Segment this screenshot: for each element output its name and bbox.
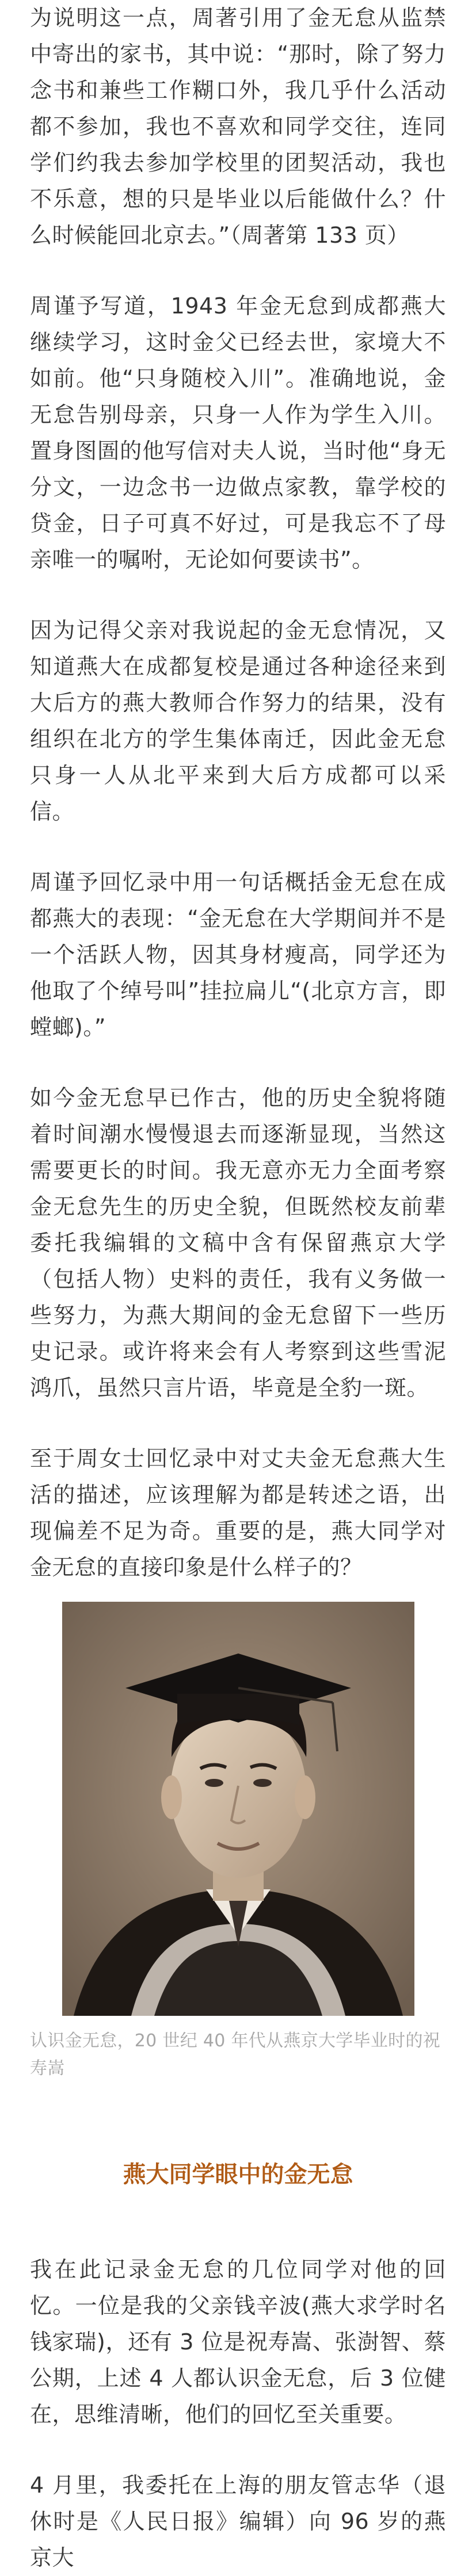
paragraph-1: 为说明这一点，周著引用了金无怠从监禁中寄出的家书，其中说：“那时，除了努力念书和兼些工作糊口外，我几乎什么活动都不参加，我也不喜欢和同学交往，连同学们约我去参加学校里的团契活动，我也不乐意，想的只是毕业以后能做什么？什么时候能回北京去。”（周著第 133 页） — [30, 5, 446, 248]
paragraph-2: 周谨予写道，1943 年金无怠到成都燕大继续学习，这时金父已经去世，家境大不如前。他“只身随校入川”。准确地说，金无怠告别母亲，只身一人作为学生入川。置身图圄的他写信对夫人说，当时他“身无分文，一边念书一边做点家教，靠学校的贷金，日子可真不好过，可是我忘不了母亲唯一的嘱咐，无论如何要读书”。 — [30, 293, 446, 572]
photo-caption: 认识金无怠，20 世纪 40 年代从燕京大学毕业时的祝寿嵩 — [30, 2031, 441, 2079]
paragraph-7: 我在此记录金无怠的几位同学对他的回忆。一位是我的父亲钱辛波(燕大求学时名钱家瑞)，还有 3 位是祝寿嵩、张澍智、蔡公期，上述 4 人都认识金无怠，后 3 位健在，思维清晰，他们的回忆至关重要。 — [30, 2257, 446, 2427]
paragraph-5: 如今金无怠早已作古，他的历史全貌将随着时间潮水慢慢退去而逐渐显现，当然这需要更长的时间。我无意亦无力全面考察金无怠先生的历史全貌，但既然校友前辈委托我编辑的文稿中含有保留燕京大学（包括人物）史料的责任，我有义务做一些努力，为燕大期间的金无怠留下一些历史记录。或许将来会有人考察到这些雪泥鸿爪，虽然只言片语，毕竟是全豹一斑。 — [30, 1085, 446, 1400]
graduation-portrait-photo[interactable] — [62, 1602, 414, 2016]
section-title: 燕大同学眼中的金无怠 — [123, 2161, 353, 2188]
paragraph-3: 因为记得父亲对我说起的金无怠情况，又知道燕大在成都复校是通过各种途径来到大后方的燕大教师合作努力的结果，没有组织在北方的学生集体南迁，因此金无怠只身一人从北平来到大后方成都可以采信。 — [30, 618, 446, 824]
paragraph-4: 周谨予回忆录中用一句话概括金无怠在成都燕大的表现：“金无怠在大学期间并不是一个活跃人物，因其身材瘦高，同学还为他取了个绰号叫”挂拉扁儿“(北京方言，即螳螂)。” — [30, 870, 446, 1040]
paragraph-8: 4 月里，我委托在上海的朋友管志华（退休时是《人民日报》编辑）向 96 岁的燕京大 — [30, 2472, 446, 2570]
paragraph-6: 至于周女士回忆录中对丈夫金无怠燕大生活的描述，应该理解为都是转述之语，出现偏差不足为奇。重要的是，燕大同学对金无怠的直接印象是什么样子的？ — [30, 1446, 446, 1580]
photo-container — [30, 1602, 446, 2016]
